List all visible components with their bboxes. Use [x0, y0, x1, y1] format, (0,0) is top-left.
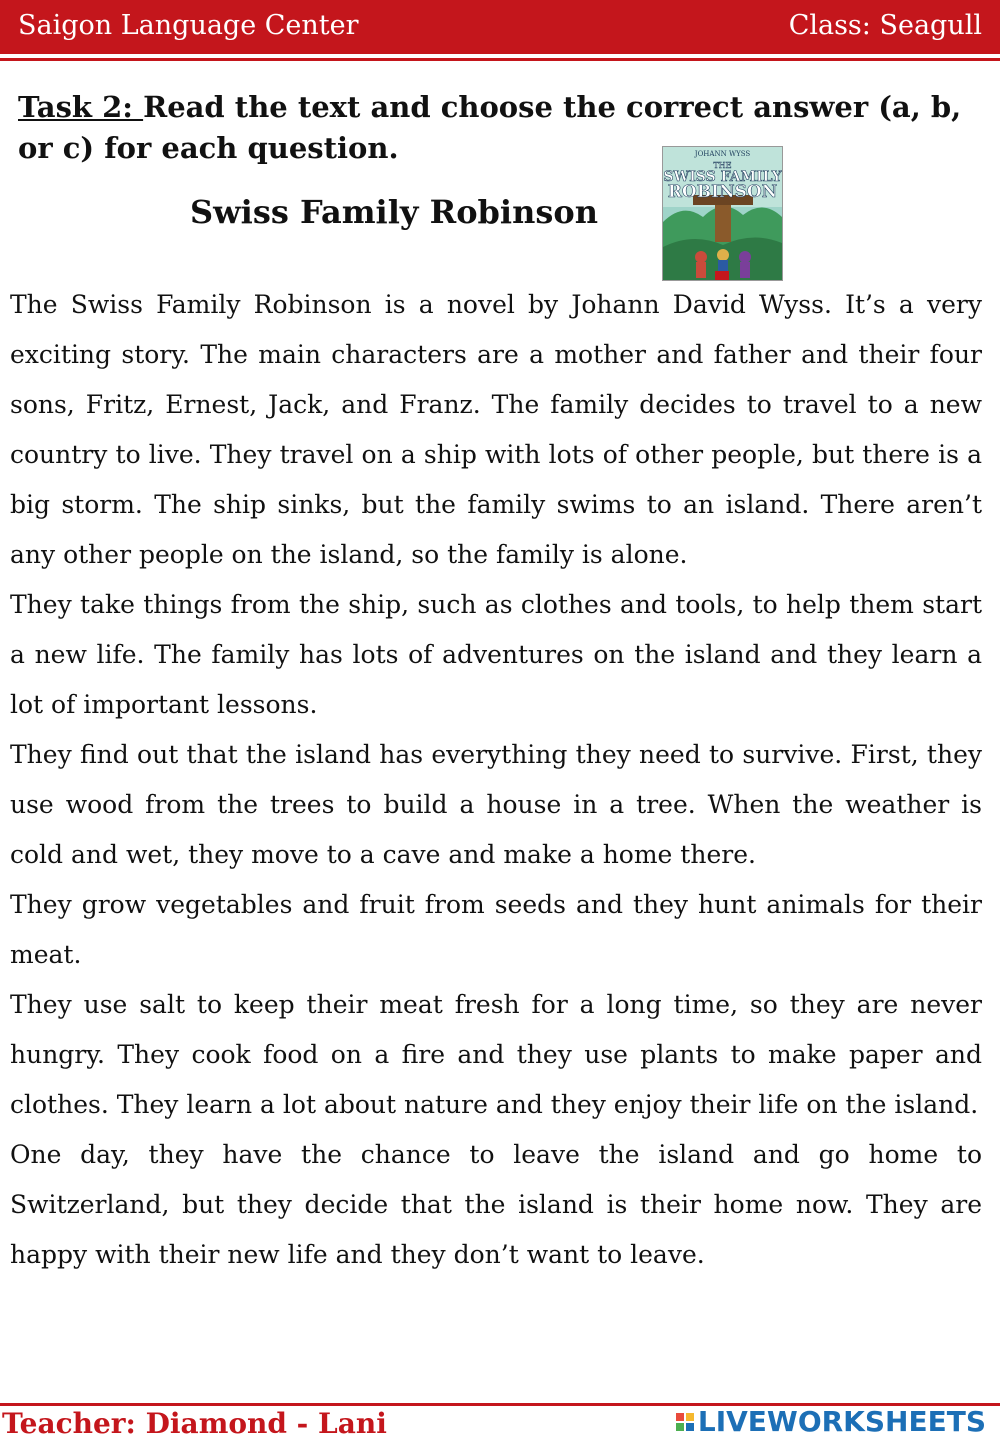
story-paragraph: They take things from the ship, such as clothes and tools, to help them start a new life. The family has lots of adventures on the island and they learn a lot of important lessons.	[10, 590, 982, 719]
cover-title-line1: THE	[713, 161, 732, 170]
task-instruction	[18, 87, 978, 169]
liveworksheets-logo	[676, 1404, 986, 1440]
story-body	[10, 280, 982, 1280]
book-cover-image	[662, 146, 783, 281]
header-divider	[0, 58, 1000, 61]
story-paragraph: The Swiss Family Robinson is a novel by Johann David Wyss. It’s a very exciting story. The main characters are a mother and father and their four sons, Fritz, Ernest, Jack, and Franz. The family decides to travel to a new country to live. They travel on a ship with lots of other people, but there is a big storm. The ship sinks, but the family swims to an island. There aren’t any other people on the island, so the family is alone.	[10, 290, 982, 569]
cover-author: JOHANN WYSS	[694, 150, 751, 158]
story-title: Swiss Family Robinson	[190, 193, 598, 231]
cover-title-line3: ROBINSON	[667, 182, 778, 202]
liveworksheets-logo-icon	[676, 1413, 694, 1431]
teacher-name: Teacher: Diamond - Lani	[2, 1407, 387, 1440]
brand-text: LIVEWORKSHEETS	[697, 1405, 986, 1438]
task-label: Task 2:	[18, 90, 144, 124]
book-cover-illustration	[663, 147, 782, 280]
center-name: Saigon Language Center	[18, 9, 359, 41]
cover-title-line2: SWISS FAMILY	[663, 169, 782, 185]
story-paragraph: They use salt to keep their meat fresh for a long time, so they are never hungry. They cook food on a fire and they use plants to make paper and clothes. They learn a lot about nature and they enjoy their life on the island.	[10, 990, 982, 1119]
header-bar	[0, 0, 1000, 54]
story-paragraph: One day, they have the chance to leave the island and go home to Switzerland, but they decide that the island is their home now. They are happy with their new life and they don’t want to leave.	[10, 1140, 982, 1269]
story-paragraph: They grow vegetables and fruit from seeds and they hunt animals for their meat.	[10, 890, 982, 969]
task-text: Read the text and choose the correct answer (a, b, or c) for each question.	[18, 90, 962, 165]
class-label: Class: Seagull	[788, 9, 982, 41]
story-paragraph: They find out that the island has everything they need to survive. First, they use wood from the trees to build a house in a tree. When the weather is cold and wet, they move to a cave and make a home there.	[10, 740, 982, 869]
